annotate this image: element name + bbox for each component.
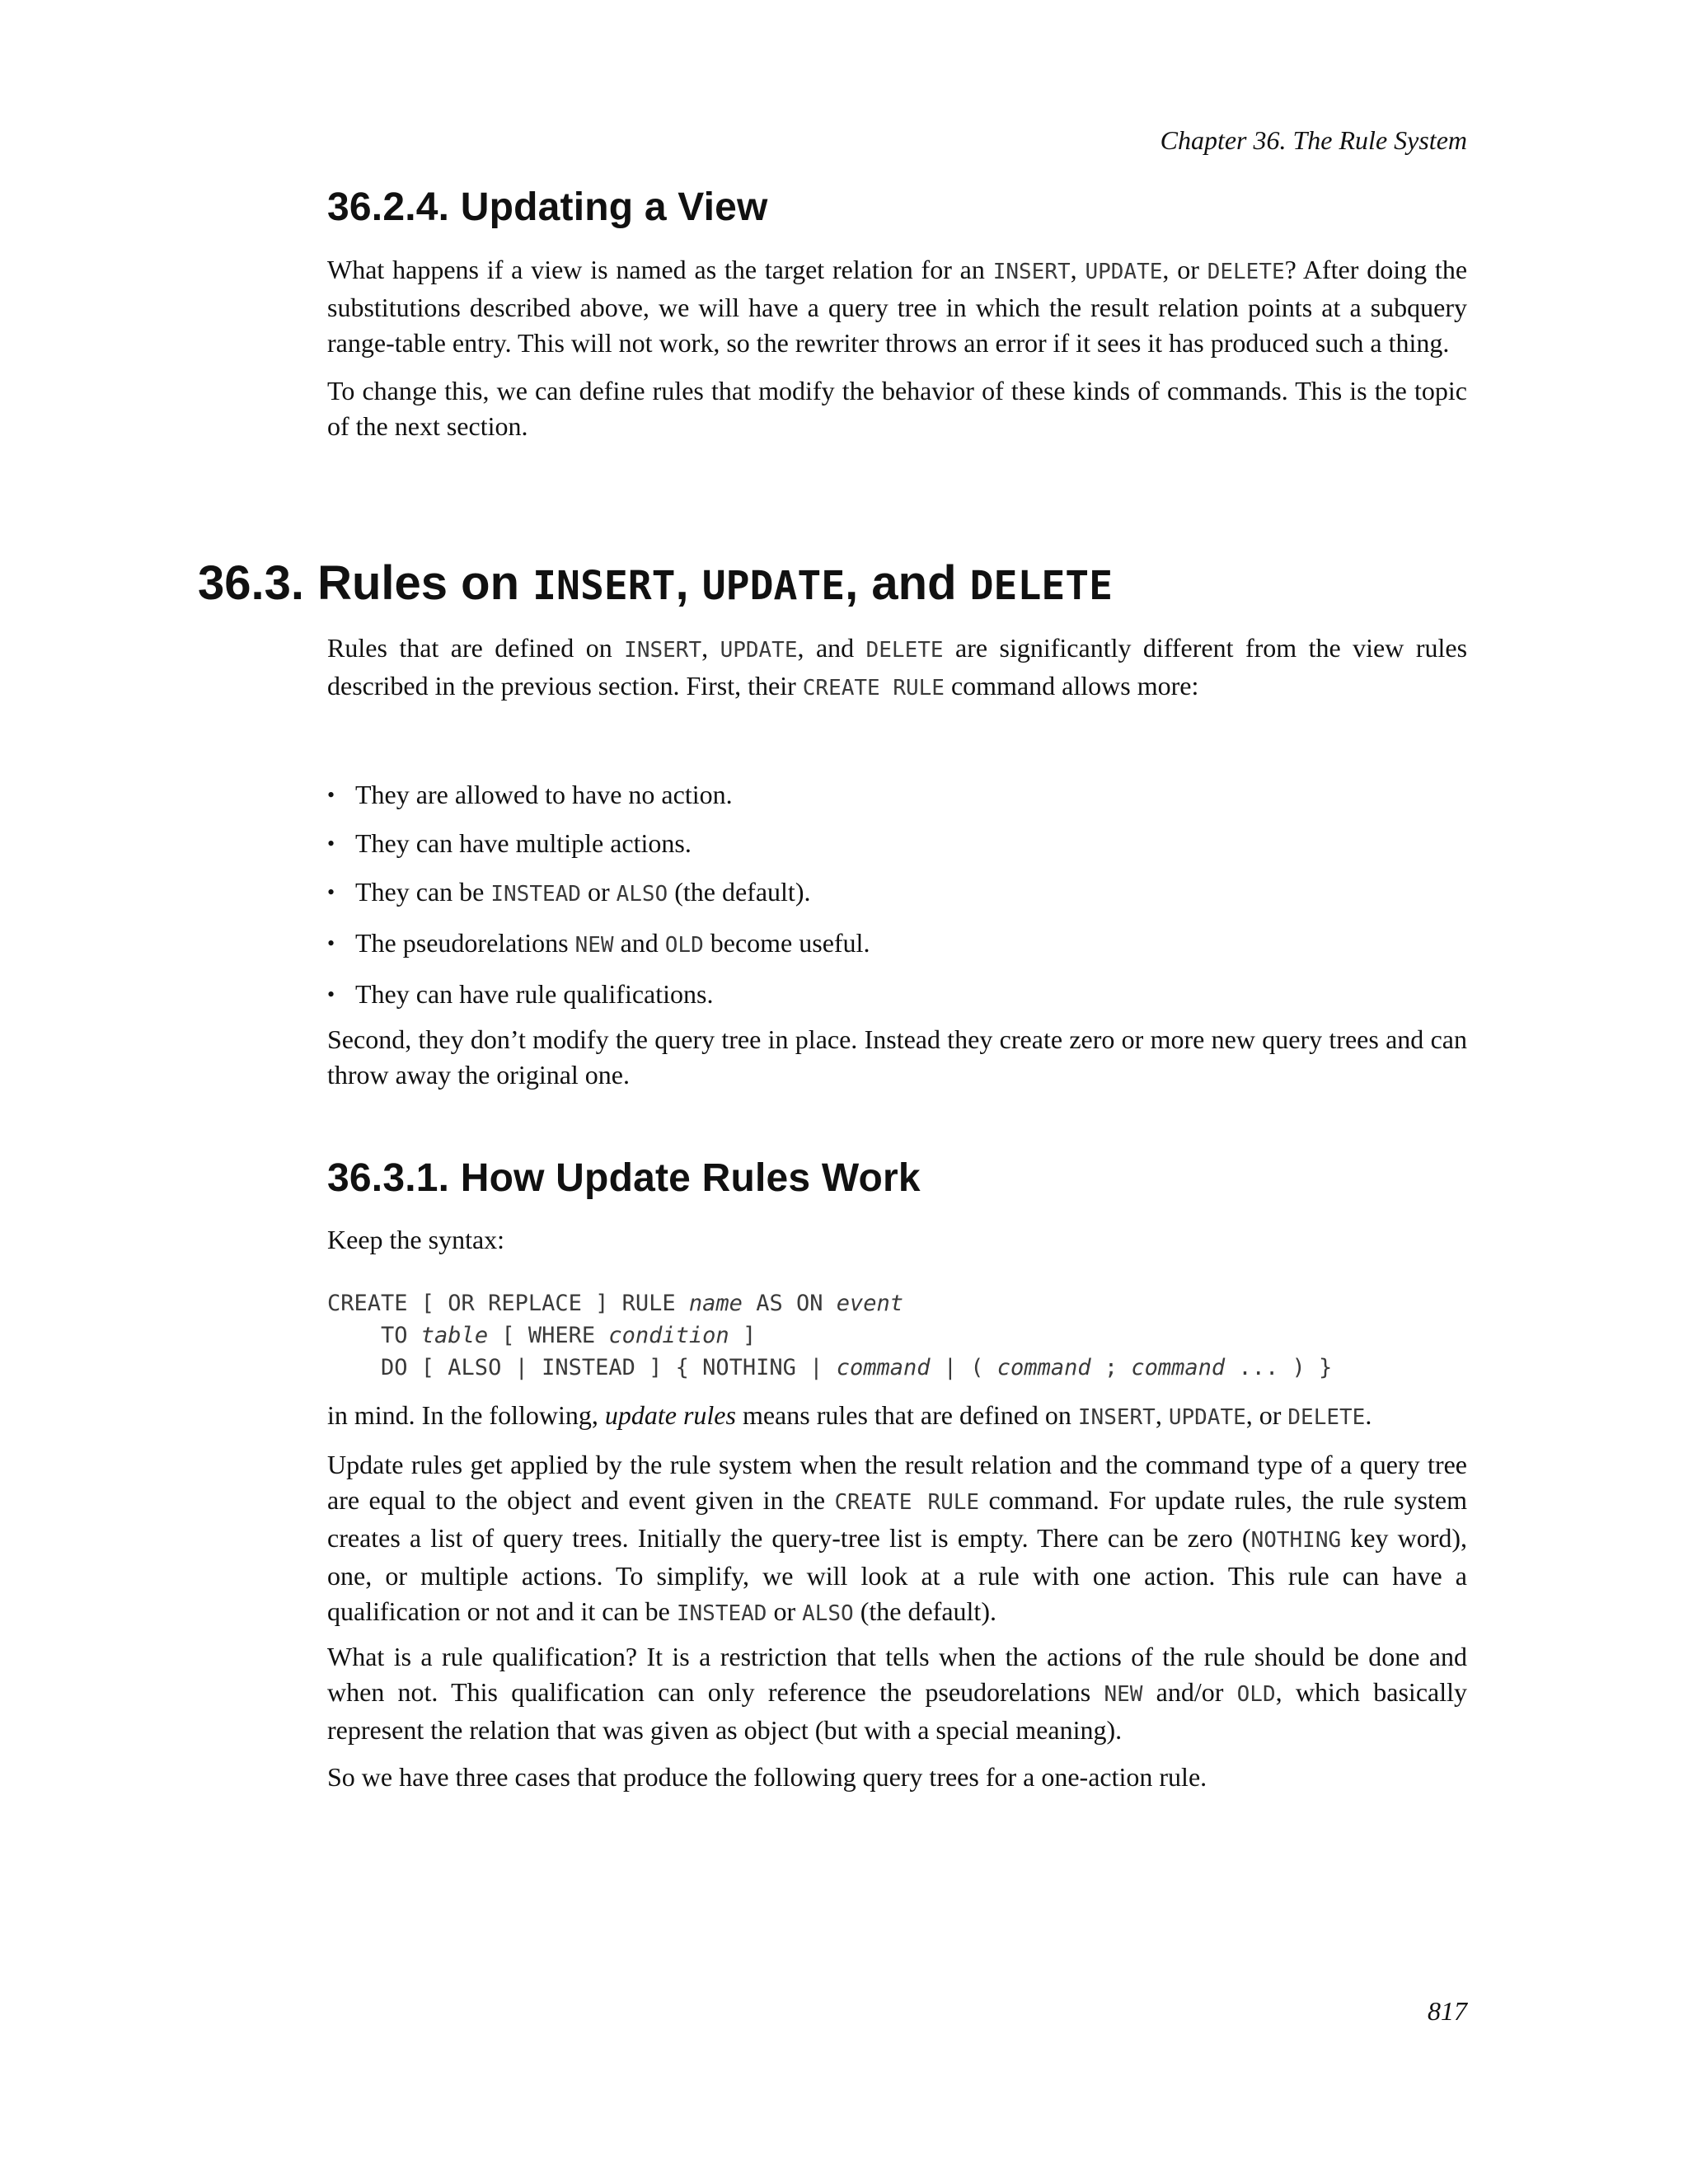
list-item (327, 874, 1467, 912)
list-item (327, 826, 1467, 861)
text-run: What happens if a view is named as the target relation for an (327, 255, 993, 284)
list-item-text: (the default). (668, 877, 811, 907)
code-instead: INSTEAD (676, 1601, 767, 1626)
synopsis-line (327, 1355, 1332, 1380)
synopsis-line (327, 1291, 903, 1316)
text-run: , (1155, 1400, 1169, 1430)
replaceable-name: name (688, 1291, 743, 1316)
text-run: ? After doing the substitutions described above, we will have a query tree in which the result relation points at a subquery range-table entry. This will not work, so the rewriter throws an error if it sees it has produced such a thing. (327, 255, 1468, 358)
text-run: [ WHERE (488, 1323, 609, 1348)
list-item-text: They can be (355, 877, 491, 907)
code-update: UPDATE (1085, 260, 1163, 284)
bullet-icon: • (327, 832, 335, 855)
paragraph-text: To change this, we can define rules that modify the behavior of these kinds of commands. This is the topic of the next section. (327, 376, 1467, 441)
text-run: ] (729, 1323, 757, 1348)
bullet-icon: • (327, 783, 335, 807)
code-delete: DELETE (969, 563, 1114, 609)
text-run: DO [ ALSO | INSTEAD ] { NOTHING | (327, 1355, 837, 1380)
code-nothing: NOTHING (1250, 1528, 1342, 1553)
text-run: command allows more: (944, 671, 1199, 701)
text-run: command. For update rules, the rule system creates a list of query trees. Initially the query-tree list is empty. There can be zero ( (327, 1485, 1468, 1553)
section-title (198, 555, 1113, 611)
paragraph (327, 252, 1467, 361)
section-how-update-rules-work (327, 1155, 1467, 1201)
running-header: Chapter 36. The Rule System (1160, 125, 1467, 155)
text-run: , or (1245, 1400, 1288, 1430)
replaceable-event: event (836, 1291, 904, 1316)
text-run: are significantly different from the view rules described in the previous section. First, their (327, 633, 1468, 701)
section-heading: 36.3.1. How Update Rules Work (327, 1156, 921, 1200)
text-run: or (767, 1596, 803, 1626)
text-run: 36.3. Rules on (198, 556, 533, 610)
text-run: , (675, 556, 702, 610)
paragraph (327, 1022, 1467, 1093)
paragraph (327, 1760, 1467, 1795)
paragraph-text: So we have three cases that produce the following query trees for a one-action rule. (327, 1762, 1207, 1792)
list-item-text: and (613, 928, 665, 958)
text-run: What is a rule qualification? It is a restriction that tells when the actions of the rule should be done and when not. This qualification can only reference the pseudorelations (327, 1642, 1467, 1707)
page-number: 817 (1428, 1996, 1467, 2026)
list-item-text: They can have rule qualifications. (355, 979, 714, 1009)
text-run: and/or (1142, 1677, 1237, 1707)
text-run: Rules that are defined on (327, 633, 625, 663)
code-also: ALSO (802, 1601, 854, 1626)
text-run: , (701, 633, 720, 663)
paragraph (327, 1398, 1467, 1436)
list-item-text: They are allowed to have no action. (355, 780, 733, 809)
paragraph-text (327, 1398, 1467, 1436)
code-old: OLD (1236, 1682, 1276, 1707)
list-item (327, 977, 1467, 1012)
list-item-text: or (580, 877, 617, 907)
bullet-list (327, 777, 1467, 1025)
code-create-rule: CREATE RULE (834, 1490, 980, 1515)
list-item (327, 777, 1467, 813)
paragraph-text (327, 1639, 1467, 1748)
code-old: OLD (664, 933, 704, 958)
paragraph (327, 1447, 1467, 1632)
replaceable-table: table (420, 1323, 489, 1348)
list-item-text: They can have multiple actions. (355, 828, 692, 858)
code-instead: INSTEAD (490, 882, 581, 907)
code-update: UPDATE (701, 563, 846, 609)
text-run: in mind. In the following, (327, 1400, 605, 1430)
replaceable-command: command (996, 1355, 1091, 1380)
code-insert: INSERT (532, 563, 676, 609)
code-update: UPDATE (1168, 1405, 1246, 1430)
text-run: , or (1162, 255, 1207, 284)
emphasis-term: update rules (604, 1400, 736, 1430)
text-run: , and (797, 633, 866, 663)
section-heading: 36.2.4. Updating a View (327, 185, 768, 229)
text-run: | ( (930, 1355, 997, 1380)
bullet-icon: • (327, 931, 335, 955)
code-create-rule: CREATE RULE (802, 676, 945, 701)
code-delete: DELETE (1207, 260, 1285, 284)
text-run: ... ) } (1225, 1355, 1333, 1380)
replaceable-condition: condition (608, 1323, 729, 1348)
code-update: UPDATE (720, 638, 798, 663)
code-insert: INSERT (1077, 1405, 1156, 1430)
synopsis-block (327, 1287, 1467, 1384)
code-synopsis (327, 1287, 1467, 1384)
paragraph (327, 1639, 1467, 1748)
text-run: ; (1090, 1355, 1132, 1380)
bullet-icon: • (327, 982, 335, 1006)
text-run: AS ON (742, 1291, 837, 1316)
text-run: , (1070, 255, 1085, 284)
paragraph (327, 630, 1467, 706)
list-item-text: The pseudorelations (355, 928, 575, 958)
paragraph (327, 1222, 1467, 1258)
code-new: NEW (1104, 1682, 1143, 1707)
code-insert: INSERT (992, 260, 1071, 284)
paragraph-text (327, 252, 1467, 361)
paragraph-text: Second, they don’t modify the query tree in place. Instead they create zero or more new query trees and can throw away the original one. (327, 1024, 1467, 1090)
code-also: ALSO (616, 882, 668, 907)
text-run: Update rules get applied by the rule system when the result relation and the command type of a query tree are equal to the object and event given in the (327, 1450, 1467, 1515)
paragraph (327, 373, 1467, 444)
code-new: NEW (574, 933, 614, 958)
code-insert: INSERT (624, 638, 702, 663)
paragraph-text: Keep the syntax: (327, 1225, 505, 1254)
text-run: TO (327, 1323, 421, 1348)
text-run: , and (845, 556, 970, 610)
paragraph-text (327, 1447, 1467, 1632)
paragraph-text (327, 630, 1467, 706)
code-delete: DELETE (1287, 1405, 1366, 1430)
text-run: means rules that are defined on (735, 1400, 1078, 1430)
list-item-text: become useful. (703, 928, 870, 958)
synopsis-line (327, 1323, 756, 1348)
list-item (327, 926, 1467, 963)
text-run: , which basically represent the relation that was given as object (but with a special meaning). (327, 1677, 1468, 1745)
replaceable-command: command (836, 1355, 931, 1380)
section-updating-a-view (327, 185, 1467, 230)
text-run: (the default). (853, 1596, 996, 1626)
text-run: . (1365, 1400, 1372, 1430)
text-run: CREATE [ OR REPLACE ] RULE (327, 1291, 689, 1316)
bullet-icon: • (327, 880, 335, 904)
code-delete: DELETE (865, 638, 944, 663)
text-run: key word), one, or multiple actions. To simplify, we will look at a rule with one action. This rule can have a qualification or not and it can be (327, 1523, 1468, 1626)
replaceable-command: command (1131, 1355, 1226, 1380)
